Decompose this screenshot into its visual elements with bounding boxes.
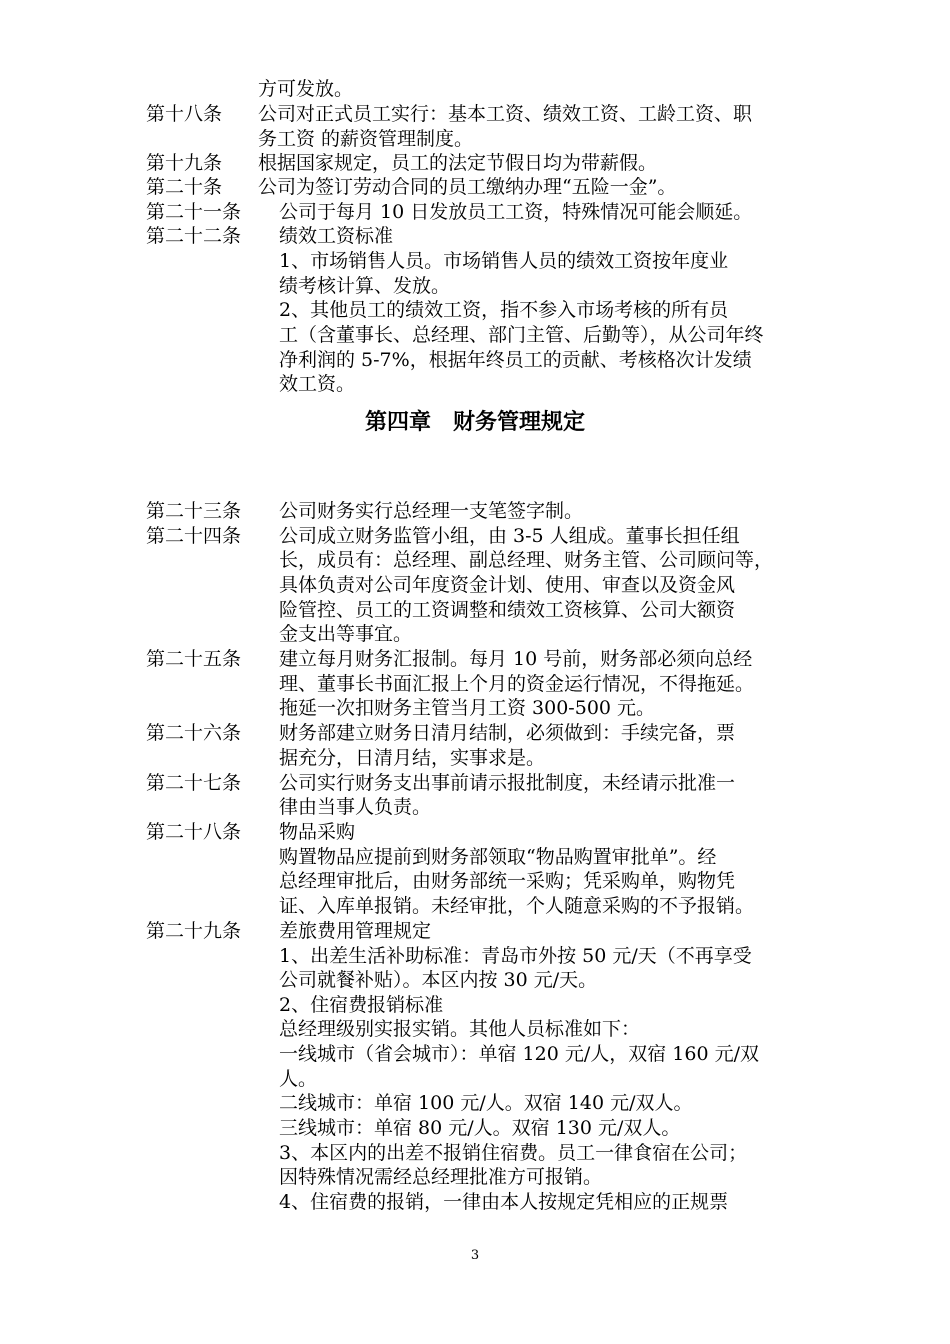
text-line: 2、住宿费报销标准 [279,994,444,1016]
text-line: 工（含董事长、总经理、部门主管、后勤等），从公司年终 [279,324,764,346]
article-label: 第二十六条 [146,722,242,744]
text-line: 据充分，日清月结，实事求是。 [279,747,546,769]
text-line: 三线城市：单宿 80 元/人。双宿 130 元/双人。 [279,1117,681,1139]
text-line: 务工资 的薪资管理制度。 [258,128,474,150]
article-label: 第二十九条 [146,920,242,942]
text-line: 拖延一次扣财务主管当月工资 300-500 元。 [279,697,656,719]
text-line: 人。 [279,1068,318,1090]
article-label: 第二十一条 [146,201,242,223]
text-line: 建立每月财务汇报制。每月 10 号前，财务部必须向总经 [279,648,753,670]
text-line: 理、董事长书面汇报上个月的资金运行情况，不得拖延。 [279,673,755,695]
text-line: 因特殊情况需经总经理批准方可报销。 [279,1166,603,1188]
text-line: 公司对正式员工实行：基本工资、绩效工资、工龄工资、职 [258,103,753,125]
text-line: 一线城市（省会城市）：单宿 120 元/人，双宿 160 元/双 [279,1043,759,1065]
text-line: 险管控、员工的工资调整和绩效工资核算、公司大额资 [279,599,736,621]
text-line: 绩考核计算、发放。 [279,275,451,297]
article-label: 第二十三条 [146,500,242,522]
text-line: 财务部建立财务日清月结制，必须做到：手续完备，票 [279,722,736,744]
text-line: 金支出等事宜。 [279,623,413,645]
text-line: 1、出差生活补助标准：青岛市外按 50 元/天（不再享受 [279,945,752,967]
text-line: 净利润的 5-7%，根据年终员工的贡献、考核格次计发绩 [279,349,752,371]
text-line: 总经理级别实报实销。其他人员标准如下： [279,1018,641,1040]
text-line: 2、其他员工的绩效工资，指不参入市场考核的所有员 [279,299,729,321]
text-line: 绩效工资标准 [279,225,394,247]
text-line: 公司财务实行总经理一支笔签字制。 [279,500,584,522]
text-line: 4、住宿费的报销，一律由本人按规定凭相应的正规票 [279,1191,729,1213]
text-line: 1、市场销售人员。市场销售人员的绩效工资按年度业 [279,250,729,272]
text-line: 公司实行财务支出事前请示报批制度，未经请示批准一 [279,772,736,794]
text-line: 公司于每月 10 日发放员工工资，特殊情况可能会顺延。 [279,201,753,223]
text-line: 物品采购 [279,821,356,843]
article-label: 第二十七条 [146,772,242,794]
article-label: 第十八条 [146,103,223,125]
text-line: 总经理审批后，由财务部统一采购；凭采购单，购物凭 [279,870,736,892]
text-line: 二线城市：单宿 100 元/人。双宿 140 元/双人。 [279,1092,693,1114]
text-line: 效工资。 [279,373,356,395]
text-line: 方可发放。 [258,78,354,100]
text-line: 证、入库单报销。未经审批，个人随意采购的不予报销。 [279,895,755,917]
page-number: 3 [470,1248,480,1263]
article-label: 第二十四条 [146,525,242,547]
article-label: 第二十条 [146,176,223,198]
text-line: 差旅费用管理规定 [279,920,432,942]
text-line: 公司就餐补贴）。本区内按 30 元/天。 [279,969,598,991]
text-line: 3、本区内的出差不报销住宿费。员工一律食宿在公司； [279,1142,748,1164]
article-label: 第二十八条 [146,821,242,843]
text-line: 律由当事人负责。 [279,796,432,818]
article-label: 第二十五条 [146,648,242,670]
text-line: 公司为签订劳动合同的员工缴纳办理“五险一金”。 [258,176,677,198]
chapter-title: 第四章 财务管理规定 [364,410,585,435]
article-label: 第十九条 [146,152,223,174]
text-line: 公司成立财务监管小组，由 3-5 人组成。董事长担任组 [279,525,740,547]
text-line: 购置物品应提前到财务部领取“物品购置审批单”。经 [279,846,717,868]
article-label: 第二十二条 [146,225,242,247]
text-line: 根据国家规定，员工的法定节假日均为带薪假。 [258,152,658,174]
text-line: 长，成员有：总经理、副总经理、财务主管、公司顾问等， [279,549,774,571]
text-line: 具体负责对公司年度资金计划、使用、审查以及资金风 [279,574,736,596]
